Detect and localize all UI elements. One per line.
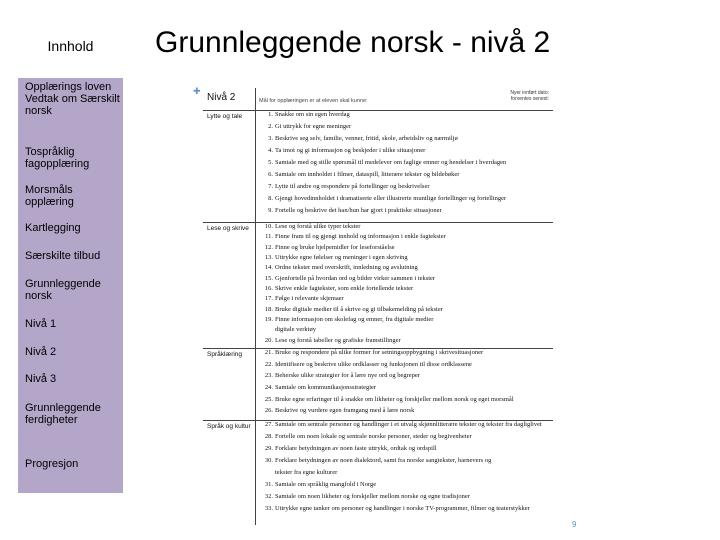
goal-item — [264, 360, 549, 369]
goal-item — [268, 183, 549, 191]
section-label: Språklæring — [207, 351, 243, 358]
sidebar-item-niva-2[interactable]: Nivå 2 — [25, 346, 57, 358]
goal-item — [264, 481, 549, 489]
goal-text: Forklare betydningen av noen faste uttrykk, ordtak og ordspill — [275, 445, 437, 452]
sidebar-item-saerskilte-tilbud[interactable]: Særskilte tilbud — [25, 250, 101, 262]
sidebar-item-tospraklig[interactable]: Tospråklig fagopplæring — [25, 146, 90, 170]
goal-text: Samtale om språklig mangfold i Norge — [275, 481, 377, 488]
goal-number: 3. — [268, 135, 273, 142]
goal-item — [264, 493, 549, 501]
goal-text: Beskrive og vurdere egen framgang med å lære norsk — [275, 407, 415, 415]
goal-item — [264, 372, 549, 380]
goal-text: Snakke om sin egen hverdag — [275, 111, 350, 118]
goal-item — [268, 123, 549, 131]
goal-text: Ordne tekster med overskrift, innledning og avslutning — [275, 264, 418, 272]
goal-item — [264, 264, 549, 272]
goal-item — [264, 384, 549, 392]
goal-item — [264, 395, 549, 404]
goal-text: Finne fram til og gjengi innhold og informasjon i enkle fagtekster — [275, 233, 446, 241]
goal-item — [264, 316, 549, 324]
goal-number: 10. — [264, 223, 273, 230]
goal-item — [275, 470, 549, 477]
document-anchor-icon: ✚ — [193, 86, 201, 96]
goal-item — [264, 407, 549, 415]
goal-item — [264, 336, 549, 345]
document-level: Nivå 2 — [207, 92, 236, 103]
sidebar-item-niva-1[interactable]: Nivå 1 — [25, 318, 57, 330]
goal-text: Lese og forstå tabeller og grafiske framstillinger — [275, 336, 401, 344]
goal-text: Ta imot og gi informasjon og beskjeder i ulike situasjoner — [275, 147, 426, 154]
page-number: 9 — [572, 520, 577, 529]
goal-number: 25. — [264, 395, 273, 403]
goal-item — [268, 147, 549, 155]
goal-item — [268, 135, 549, 143]
sidebar-item-niva-3[interactable]: Nivå 3 — [25, 373, 57, 385]
goal-number: 27. — [264, 421, 273, 428]
goal-item — [264, 243, 549, 252]
goal-text: Uttrykke egne tanker om personer og handlinger i norske TV-programmer, filmer og teaterstykker — [275, 505, 530, 512]
goal-number: 30. — [264, 457, 273, 464]
goal-item — [264, 223, 549, 231]
goal-text: Følge i relevante skjemaer — [275, 295, 344, 303]
goal-text: Uttrykke egne følelser og meninger i egen skriving — [275, 254, 408, 261]
document-header-right — [510, 90, 549, 102]
goal-item — [264, 421, 549, 429]
goal-number: 13. — [264, 254, 273, 261]
goal-number: 14. — [264, 264, 273, 272]
goal-item — [268, 171, 549, 179]
goal-number: 2. — [268, 123, 273, 130]
goal-text: Samtale med og stille spørsmål til medelever om faglige emner og hendelser i hverdagen — [275, 159, 507, 166]
goal-item — [268, 111, 549, 119]
goal-text: Samtale om sentrale personer og handlinger i et utvalg skjønnlitterære tekster og tekster fra dagliglivet — [275, 421, 542, 428]
goal-item — [264, 305, 549, 314]
goal-number: 17. — [264, 295, 273, 303]
goal-text: Bruke og respondere på ulike former for setningsoppbygning i skrivesituasjoner — [275, 349, 484, 356]
goal-number: 7. — [268, 183, 273, 190]
sidebar-item-grunnleggende-norsk[interactable]: Grunnleggende norsk — [25, 278, 101, 302]
section-label: Lese og skrive — [207, 225, 249, 232]
goal-text: Finne og bruke hjelpemidler for leseforståelse — [275, 243, 395, 251]
section-label: Språk og kultur — [207, 423, 251, 430]
sidebar-item-grunnleggende-ferdigheter[interactable]: Grunnleggende ferdigheter — [25, 402, 101, 426]
document-subheading: Mål for opplæringen er at eleven skal kunne: — [259, 98, 368, 104]
sidebar-item-kartlegging[interactable]: Kartlegging — [25, 222, 81, 234]
goal-text: Gi uttrykk for egne meninger — [275, 123, 352, 130]
goal-number: 33. — [264, 505, 273, 512]
goal-number: 9. — [268, 207, 273, 214]
goal-number: 5. — [268, 159, 273, 166]
goal-item — [264, 445, 549, 453]
goal-number: 16. — [264, 285, 273, 292]
goal-item — [275, 327, 549, 334]
goal-text: tekster fra egne kulturer — [275, 469, 338, 476]
goal-text: Forklare betydningen av noen dialektord, samt fra norske sangtekster, barnevers og — [275, 457, 492, 464]
goal-number: 21. — [264, 349, 273, 356]
goal-number: 28. — [264, 433, 273, 440]
goal-text: Beskrive seg selv, familie, venner, fritid, skole, arbeidsliv og nærmiljø — [275, 135, 458, 142]
document-right-column — [548, 88, 558, 525]
sidebar — [18, 78, 123, 493]
goal-text: Skrive enkle fagtekster, som enkle fortellende tekster — [275, 285, 414, 292]
goal-text: Gjengi hovedinnholdet i dramatiserte eller illustrerte muntlige fortellinger og fortellinger — [275, 195, 507, 202]
goal-text: Bruke egne erfaringer til å snakke om likheter og forskjeller mellom norsk og eget morsmål — [275, 395, 514, 403]
goal-number: 23. — [264, 372, 273, 380]
goal-number: 1. — [268, 111, 273, 118]
goal-item — [264, 285, 549, 293]
goal-item — [264, 295, 549, 303]
goal-text: Samtale om kommunikasjonsstrategier — [275, 384, 377, 391]
goal-number: 24. — [264, 384, 273, 391]
goal-item — [265, 233, 549, 241]
sidebar-item-opplaeringsloven[interactable]: Opplærings loven Vedtak om Særskilt norsk — [25, 81, 120, 117]
goal-text: Lese og forstå ulike typer tekster — [275, 223, 361, 230]
goal-number: 20. — [264, 336, 273, 344]
goal-text: Lytte til andre og respondere på fortellinger og beskrivelser — [275, 183, 430, 190]
goal-text: Gjenfortelle på hvordan ord og bilder virker sammen i tekster — [275, 274, 436, 282]
goal-item — [268, 195, 549, 203]
goal-item — [264, 274, 549, 283]
goal-number: 4. — [268, 147, 273, 154]
goal-text: Fortelle og beskrive det han/hun har gjort i praktiske situasjoner — [275, 207, 442, 214]
goal-number: 19. — [264, 316, 273, 323]
document-header-right-2: forventes senest: — [510, 96, 549, 102]
goal-number: 29. — [264, 445, 273, 452]
goal-number: 32. — [264, 493, 273, 500]
goal-number: 22. — [264, 360, 273, 368]
goal-number: 15. — [264, 274, 273, 282]
goal-number: 6. — [268, 171, 273, 178]
goal-number: 26. — [264, 407, 273, 415]
goal-number: 8. — [268, 195, 273, 202]
goal-number: 12. — [264, 243, 273, 251]
goal-number: 11. — [265, 233, 273, 241]
embedded-document — [203, 88, 553, 525]
goal-item — [264, 505, 549, 513]
document-header-right-1: Nyer innført dato: — [510, 90, 549, 96]
sidebar-title: Innhold — [47, 38, 94, 54]
sidebar-item-progresjon[interactable]: Progresjon — [25, 458, 79, 470]
goal-text: Finne informasjon om skolefag og emner, fra digitale medier — [275, 316, 434, 323]
sidebar-item-morsmal[interactable]: Morsmåls opplæring — [25, 184, 74, 208]
goal-text: Bruke digitale medier til å skrive og gi tilbakemelding på tekster — [275, 305, 443, 313]
goal-number: 18. — [264, 305, 273, 313]
goal-item — [264, 349, 549, 357]
goal-number: 31. — [264, 481, 273, 488]
goal-text: Beherske ulike strategier for å lære nye ord og begreper — [275, 372, 420, 380]
goal-text: Fortelle om noen lokale og sentrale norske personer, steder og begivenheter — [275, 433, 472, 440]
goal-text: Samtale om noen likheter og forskjeller mellom norske og egne tradisjoner — [275, 493, 470, 500]
goal-text: digitale verktøy — [275, 326, 316, 334]
goal-text: Identifisere og beskrive ulike ordklasser og funksjonen til disse ordklassene — [275, 360, 472, 368]
goal-item — [264, 254, 549, 262]
section-label: Lytte og tale — [207, 113, 243, 120]
page-title: Grunnleggende norsk - nivå 2 — [155, 26, 551, 59]
goal-text: Samtale om innholdet i filmer, dataspill, litterære tekster og bildebøker — [275, 171, 460, 178]
goal-item — [264, 433, 549, 441]
goal-item — [268, 159, 549, 167]
goal-item — [268, 207, 549, 215]
goal-item — [264, 457, 549, 465]
